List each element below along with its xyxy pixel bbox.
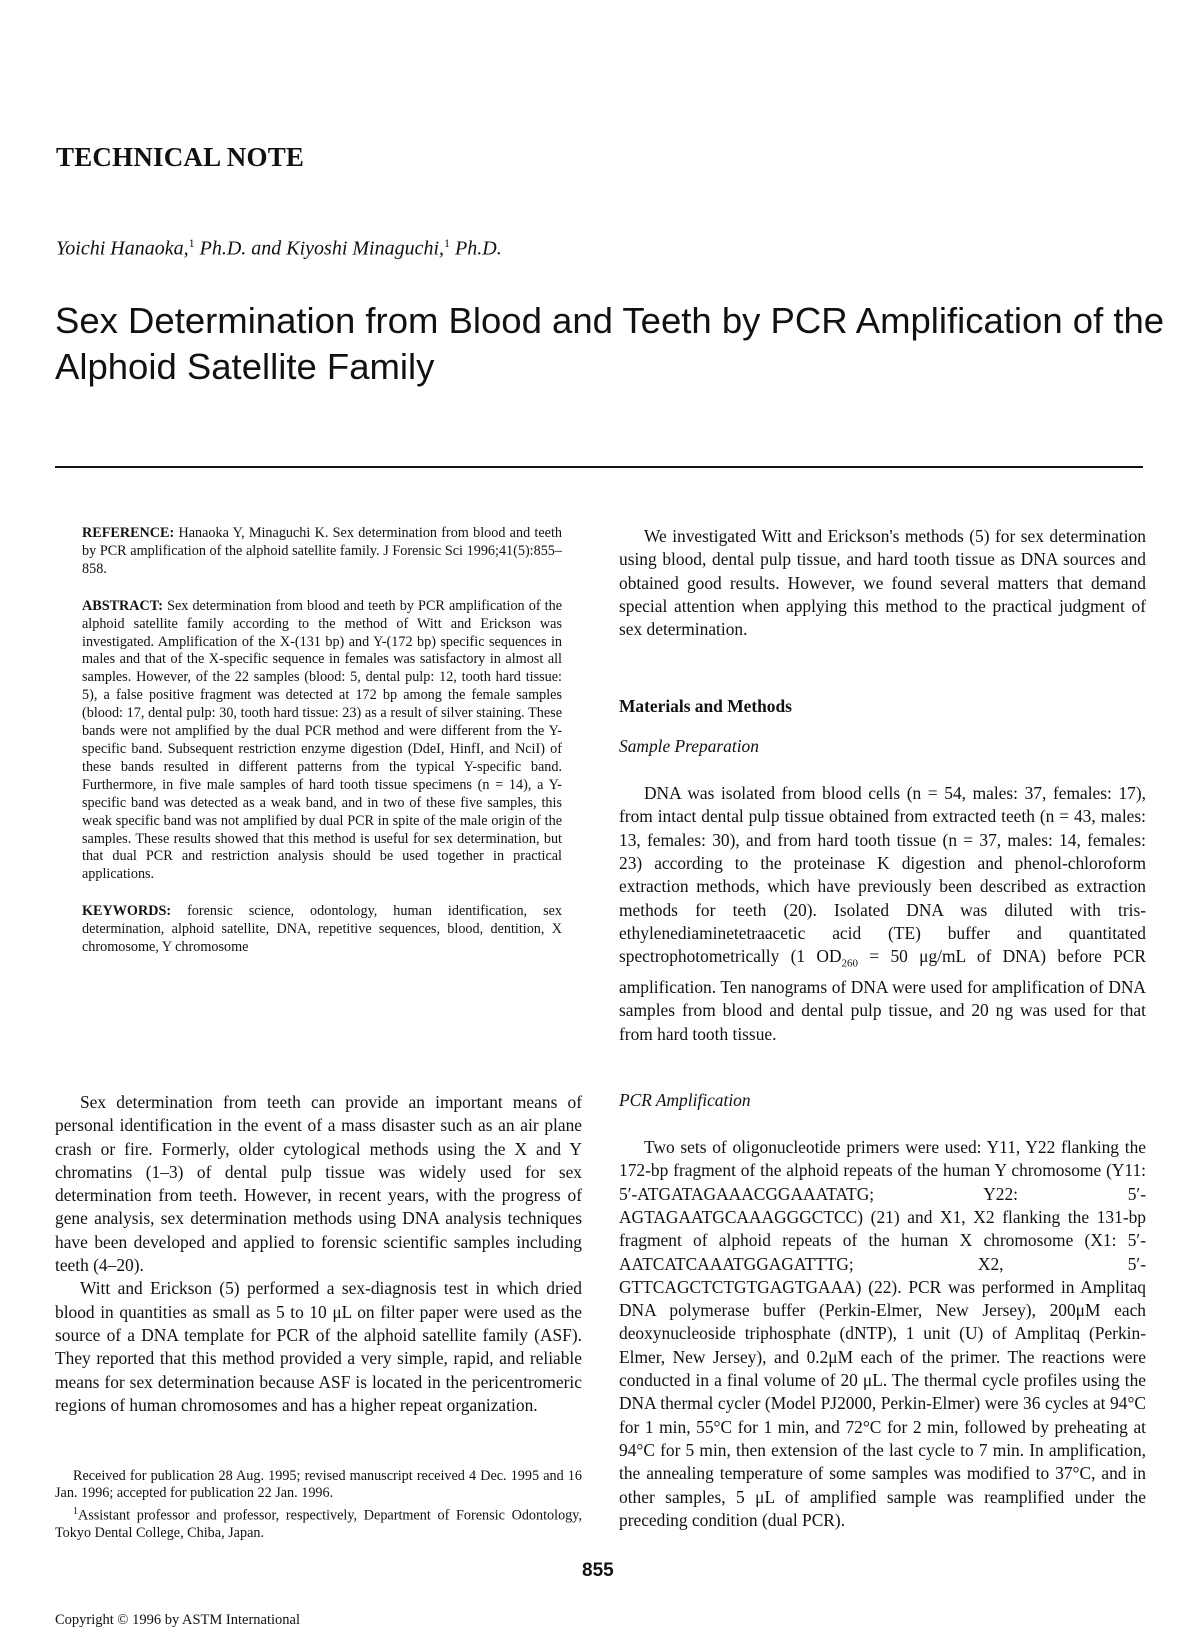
sample-preparation-heading: Sample Preparation bbox=[619, 735, 759, 756]
abstract-label: ABSTRACT: bbox=[82, 597, 163, 614]
reference-paragraph bbox=[82, 525, 562, 579]
author-2-name: Kiyoshi Minaguchi, bbox=[286, 237, 445, 260]
article-title: Sex Determination from Blood and Teeth by PCR Amplification of the Alphoid Satellite Family bbox=[55, 300, 1165, 387]
pcr-amplification-paragraph: Two sets of oligonucleotide primers were used: Y11, Y22 flanking the 172-bp fragment of the alphoid repeats of the human Y chromosome (Y11: 5′-ATGATAGAAACGGAAATATG; Y22: 5′-AGTAGAATGCAAAGGGCTCC) (21) and X1, X2 flanking the 131-bp fragment of alphoid repeats of the human X chromosome (X1: 5′-AATCATCAAATGGAGATTTG; X2, 5′-GTTCAGCTCTGTGAGTGAAA) (22). PCR was performed in Amplitaq DNA polymerase buffer (Perkin-Elmer, New Jersey), 200μM each deoxynucleoside triphosphate (dNTP), 1 unit (U) of Amplitaq (Perkin-Elmer, New Jersey), and 0.2μM each of the primer. The reactions were conducted in a final volume of 20 μL. The thermal cycle profiles using the DNA thermal cycler (Model PJ2000, Perkin-Elmer) were 36 cycles at 94°C for 1 min, 55°C for 1 min, and 72°C for 2 min, followed by preheating at 94°C for 5 min, then extension of the last cycle to 7 min. In amplification, the annealing temperature of some samples was modified to 37°C, and in other samples, 5 μL of amplified sample was reamplified under the preceding condition (dual PCR). bbox=[619, 1137, 1146, 1530]
received-note: Received for publication 28 Aug. 1995; revised manuscript received 4 Dec. 1995 and 16 Jan. 1996; accepted for publication 22 Jan. 1996. bbox=[55, 1468, 582, 1502]
reference-text: Hanaoka Y, Minaguchi K. Sex determination from blood and teeth by PCR amplification of the alphoid satellite family. J Forensic Sci 1996;41(5):855–858. bbox=[82, 525, 563, 577]
section-spacer bbox=[619, 641, 1146, 668]
author-conjunction: and bbox=[251, 237, 282, 260]
keywords-paragraph bbox=[82, 903, 562, 957]
keywords-label: KEYWORDS: bbox=[82, 903, 172, 920]
intro-paragraph-1: Sex determination from teeth can provide an important means of personal identification in the event of a mass disaster such as an air plane crash or fire. Formerly, older cytological methods using the X and Y chromatins (1–3) of dental pulp tissue was widely used for sex determination from teeth. However, in recent years, with the progress of gene analysis, sex determination methods using DNA analysis techniques have been developed and applied to forensic scientific samples including teeth (4–20). bbox=[55, 1092, 582, 1276]
author-2-degree: Ph.D. bbox=[455, 237, 502, 260]
intro-paragraph-2: Witt and Erickson (5) performed a sex-diagnosis test in which dried blood in quantities as small as 5 to 10 μL on filter paper were used as the source of a DNA template for PCR of the alphoid satellite family (ASF). They reported that this method provided a very simple, rapid, and reliable means for sex determination because ASF is located in the pericentromeric regions of human chromosomes and has a higher repeat organization. bbox=[55, 1278, 582, 1415]
page-number: 855 bbox=[582, 1560, 614, 1581]
abstract-block bbox=[82, 525, 562, 976]
author-1-affiliation-mark: 1 bbox=[188, 236, 195, 250]
keywords-text: forensic science, odontology, human identification, sex determination, alphoid satellite, DNA, repetitive sequences, blood, dentition, X chromosome, Y chromosome bbox=[82, 903, 562, 956]
affiliation-note bbox=[55, 1503, 582, 1543]
copyright-notice: Copyright © 1996 by ASTM International bbox=[55, 1612, 301, 1628]
affiliation-text: Assistant professor and professor, respectively, Department of Forensic Odontology, Tokyo Dental College, Chiba, Japan. bbox=[55, 1507, 582, 1541]
pcr-amplification-heading: PCR Amplification bbox=[619, 1089, 751, 1110]
right-intro-paragraph: We investigated Witt and Erickson's methods (5) for sex determination using blood, dental pulp tissue, and hard tooth tissue as DNA sources and obtained good results. However, we found several matters that demand special attention when applying this method to the practical judgment of sex determination. bbox=[619, 526, 1146, 640]
author-1-degree: Ph.D. bbox=[199, 237, 247, 260]
abstract-paragraph bbox=[82, 598, 562, 885]
author-2-affiliation-mark: 1 bbox=[444, 236, 451, 250]
author-1-name: Yoichi Hanaoka, bbox=[56, 237, 189, 260]
right-column-body bbox=[619, 525, 1146, 1532]
abstract-text: Sex determination from blood and teeth by PCR amplification of the alphoid satellite family according to the method of Witt and Erickson was investigated. Amplification of the X-(131 bp) and Y-(172 bp) specific sequences in males and that of the X-specific sequence in females was satisfactory in almost all samples. However, of the 22 samples (blood: 5, dental pulp: 12, tooth hard tissue: 5), a false positive fragment was detected at 172 bp among the female samples (blood: 17, dental pulp: 30, tooth hard tissue: 23) as a result of silver staining. These bands were not amplified by the dual PCR method and were different from the Y-specific band. Subsequent restriction enzyme digestion (DdeI, HinfI, and NciI) of these bands resulted in different patterns from the typical Y-specific band. Furthermore, in five male samples of hard tooth tissue specimens (n = 14), a Y-specific band was detected as a weak band, and in two of these five samples, this weak specific band was not amplified by dual PCR in spite of the male origin of the samples. These results showed that this method is useful for sex determination, but that dual PCR and restriction analysis should be used together in practical applications. bbox=[82, 597, 563, 883]
section-spacer-2 bbox=[619, 1046, 1146, 1073]
sample-text-part-1: DNA was isolated from blood cells (n = 54, males: 37, females: 17), from intact dental pulp tissue obtained from extracted teeth (n = 43, males: 13, females: 30), and from hard tooth tissue (n = 37, males: 14, females: 23) according to the proteinase K digestion and phenol-chloroform extraction methods, which have previously been described as extraction methods for teeth (20). Isolated DNA was diluted with tris-ethylenediaminetetraacetic acid (TE) buffer and quantitated spectrophotometrically (1 OD bbox=[619, 783, 1146, 967]
reference-label: REFERENCE: bbox=[82, 525, 175, 541]
title-divider bbox=[55, 466, 1143, 468]
section-label: TECHNICAL NOTE bbox=[56, 142, 305, 172]
author-line bbox=[56, 236, 502, 261]
footnotes bbox=[55, 1468, 582, 1542]
left-column-body bbox=[55, 1091, 582, 1417]
od-subscript: 260 bbox=[841, 957, 859, 970]
affiliation-mark: 1 bbox=[73, 1505, 78, 1517]
sample-text-part-2: = 50 μg/mL of DNA) before PCR amplification. Ten nanograms of DNA were used for amplification of DNA samples from blood and dental pulp tissue, and 20 ng was used for that from hard tooth tissue. bbox=[619, 946, 1146, 1044]
materials-methods-heading: Materials and Methods bbox=[619, 696, 792, 717]
sample-preparation-paragraph bbox=[619, 782, 1146, 1046]
